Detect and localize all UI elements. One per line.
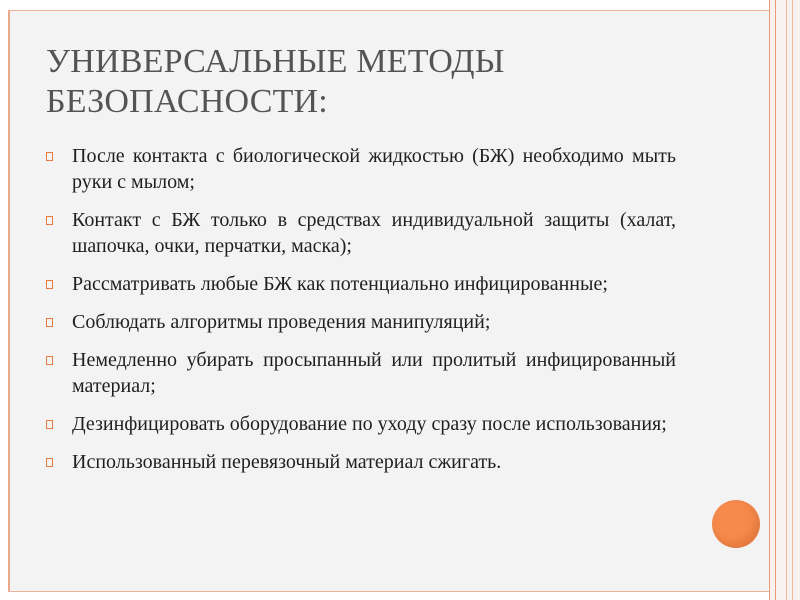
decorative-line: [786, 0, 787, 600]
top-divider: [8, 10, 792, 11]
list-item: [46, 309, 676, 335]
square-bullet-icon: [46, 420, 53, 429]
list-item: [46, 347, 676, 399]
list-item: [46, 411, 676, 437]
list-item: [46, 449, 676, 475]
list-item-text: Соблюдать алгоритмы проведения манипуляций;: [72, 311, 491, 333]
decorative-line: [775, 0, 776, 600]
right-decorative-band: [769, 0, 800, 600]
list-item: [46, 271, 676, 297]
list-item-text: После контакта с биологической жидкостью (БЖ) необходимо мыть руки с мылом;: [72, 145, 676, 193]
list-item: [46, 207, 676, 259]
list-item-text: Немедленно убирать просыпанный или пролитый инфицированный материал;: [72, 349, 676, 397]
square-bullet-icon: [46, 356, 53, 365]
list-item-text: Дезинфицировать оборудование по уходу сразу после использования;: [72, 413, 667, 435]
square-bullet-icon: [46, 458, 53, 467]
bullet-list: [46, 143, 676, 487]
square-bullet-icon: [46, 280, 53, 289]
decorative-line: [769, 0, 770, 600]
list-item-text: Контакт с БЖ только в средствах индивидуальной защиты (халат, шапочка, очки, перчатки, маска);: [72, 209, 676, 257]
square-bullet-icon: [46, 216, 53, 225]
square-bullet-icon: [46, 152, 53, 161]
list-item-text: Рассматривать любые БЖ как потенциально инфицированные;: [72, 273, 608, 295]
decorative-line: [792, 0, 793, 600]
square-bullet-icon: [46, 318, 53, 327]
bottom-divider: [8, 591, 792, 592]
slide-title: УНИВЕРСАЛЬНЫЕ МЕТОДЫ БЕЗОПАСНОСТИ:: [46, 43, 505, 120]
orange-circle-decoration: [712, 500, 760, 548]
list-item-text: Использованный перевязочный материал сжигать.: [72, 451, 502, 473]
list-item: [46, 143, 676, 195]
